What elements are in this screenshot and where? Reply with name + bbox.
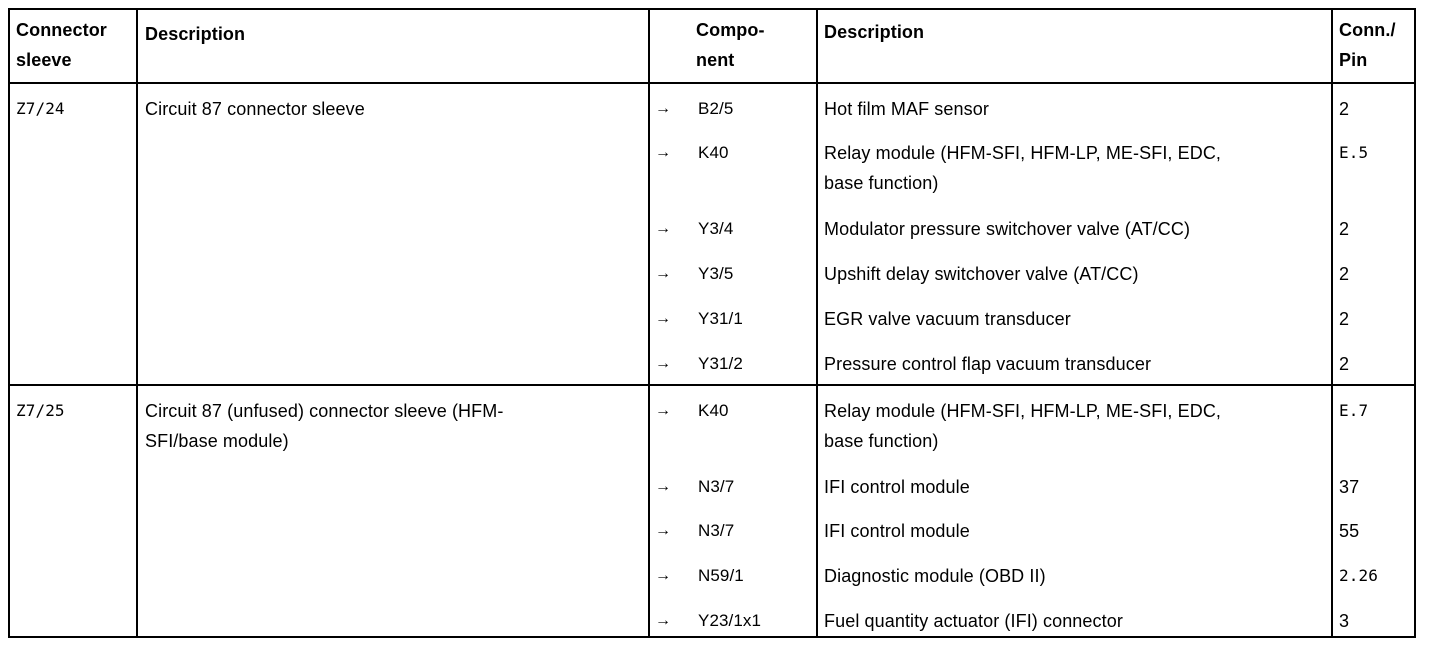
- arrow-icon: →: [655, 100, 671, 117]
- header-connector-sleeve-line1: Connector: [16, 20, 107, 40]
- arrow-icon: →: [655, 522, 671, 539]
- column-divider: [648, 10, 650, 636]
- arrow-icon: →: [655, 612, 671, 629]
- component-description: EGR valve vacuum transducer: [824, 309, 1071, 329]
- component-description: Diagnostic module (OBD II): [824, 566, 1046, 586]
- conn-pin: 2.26: [1339, 566, 1378, 585]
- group-divider: [10, 384, 1414, 386]
- header-component-line1: Compo-: [696, 20, 765, 40]
- conn-pin: 55: [1339, 521, 1360, 541]
- component-description: IFI control module: [824, 477, 970, 497]
- component-id: K40: [698, 401, 729, 420]
- conn-pin: 2: [1339, 354, 1350, 374]
- sleeve-description: Circuit 87 (unfused) connector sleeve (HFM-: [145, 401, 504, 421]
- sleeve-description: Circuit 87 connector sleeve: [145, 99, 365, 119]
- connector-sleeve-id: Z7/25: [16, 401, 65, 420]
- component-description-cont: base function): [824, 431, 939, 451]
- component-description: Pressure control flap vacuum transducer: [824, 354, 1152, 374]
- component-id: Y3/4: [698, 219, 734, 238]
- conn-pin: E.5: [1339, 143, 1369, 162]
- header-description-right: Description: [824, 22, 925, 42]
- conn-pin: 2: [1339, 99, 1350, 119]
- component-description: Modulator pressure switchover valve (AT/CC): [824, 219, 1191, 239]
- conn-pin: 2: [1339, 219, 1350, 239]
- header-connector-sleeve-line2: sleeve: [16, 50, 72, 70]
- component-id: N3/7: [698, 521, 735, 540]
- component-description: IFI control module: [824, 521, 970, 541]
- component-id: K40: [698, 143, 729, 162]
- component-id: Y3/5: [698, 264, 734, 283]
- arrow-icon: →: [655, 355, 671, 372]
- column-divider: [136, 10, 138, 636]
- component-description: Hot film MAF sensor: [824, 99, 989, 119]
- arrow-icon: →: [655, 567, 671, 584]
- component-description: Upshift delay switchover valve (AT/CC): [824, 264, 1139, 284]
- component-id: Y23/1x1: [698, 611, 762, 630]
- header-component-line2: nent: [696, 50, 735, 70]
- sleeve-description-cont: SFI/base module): [145, 431, 289, 451]
- arrow-icon: →: [655, 265, 671, 282]
- conn-pin: 3: [1339, 611, 1350, 631]
- component-description: Relay module (HFM-SFI, HFM-LP, ME-SFI, EDC,: [824, 143, 1222, 163]
- component-id: B2/5: [698, 99, 734, 118]
- arrow-icon: →: [655, 478, 671, 495]
- column-divider: [816, 10, 818, 636]
- component-id: Y31/1: [698, 309, 743, 328]
- conn-pin: 37: [1339, 477, 1360, 497]
- conn-pin: 2: [1339, 264, 1350, 284]
- header-divider: [10, 82, 1414, 84]
- connector-table: [8, 8, 1416, 638]
- component-id: N59/1: [698, 566, 744, 585]
- component-id: Y31/2: [698, 354, 743, 373]
- connector-sleeve-id: Z7/24: [16, 99, 65, 118]
- component-description: Fuel quantity actuator (IFI) connector: [824, 611, 1123, 631]
- arrow-icon: →: [655, 220, 671, 237]
- header-conn-pin-line2: Pin: [1339, 50, 1368, 70]
- component-id: N3/7: [698, 477, 735, 496]
- header-description-left: Description: [145, 24, 246, 44]
- component-description-cont: base function): [824, 173, 939, 193]
- column-divider: [1331, 10, 1333, 636]
- conn-pin: E.7: [1339, 401, 1369, 420]
- component-description: Relay module (HFM-SFI, HFM-LP, ME-SFI, EDC,: [824, 401, 1222, 421]
- conn-pin: 2: [1339, 309, 1350, 329]
- arrow-icon: →: [655, 144, 671, 161]
- arrow-icon: →: [655, 310, 671, 327]
- header-conn-pin-line1: Conn./: [1339, 20, 1396, 40]
- arrow-icon: →: [655, 402, 671, 419]
